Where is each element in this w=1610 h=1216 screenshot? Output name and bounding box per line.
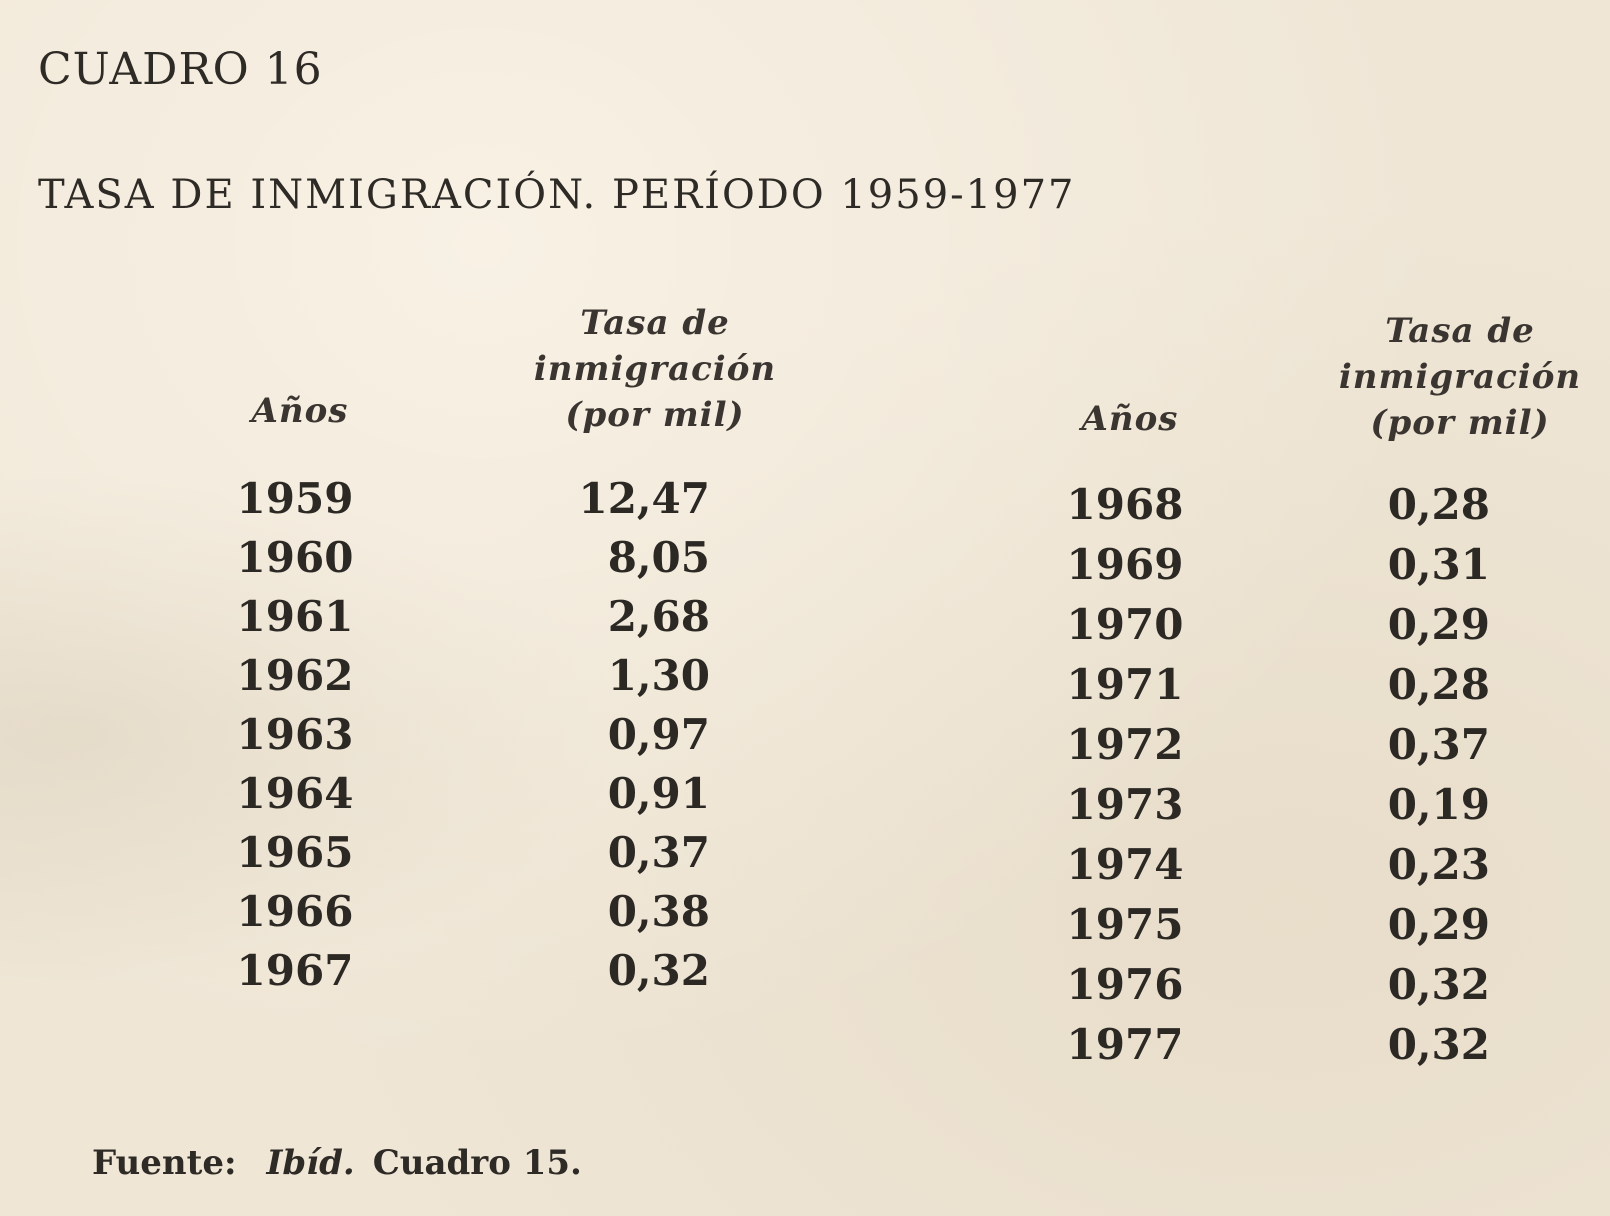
right-data-table <box>1060 480 1490 1080</box>
rate-header-line2: inmigración <box>533 349 777 389</box>
rate-cell: 0,29 <box>1387 900 1490 949</box>
rate-cell: 0,97 <box>607 710 710 759</box>
year-cell: 1970 <box>1066 600 1184 649</box>
year-cell: 1973 <box>1066 780 1184 829</box>
table-row <box>230 887 710 945</box>
rate-cell: 8,05 <box>607 533 710 582</box>
year-header-label: Años <box>1081 399 1179 439</box>
year-cell: 1971 <box>1066 660 1184 709</box>
year-cell: 1967 <box>236 946 354 995</box>
year-cell: 1975 <box>1066 900 1184 949</box>
rate-cell: 0,38 <box>607 887 710 936</box>
year-cell: 1969 <box>1066 540 1184 589</box>
year-header-label: Años <box>251 391 349 431</box>
rate-cell: 12,47 <box>578 474 710 523</box>
table-row <box>230 946 710 1004</box>
rate-cell: 0,91 <box>607 769 710 818</box>
left-data-table <box>230 474 710 1014</box>
rate-cell: 0,32 <box>1387 1020 1490 1069</box>
rate-header-line2: inmigración <box>1338 357 1582 397</box>
table-number: CUADRO 16 <box>38 44 323 95</box>
table-row <box>1060 720 1490 778</box>
left-year-header <box>240 388 360 434</box>
year-cell: 1977 <box>1066 1020 1184 1069</box>
year-cell: 1964 <box>236 769 354 818</box>
table-title: TASA DE INMIGRACIÓN. PERÍODO 1959-1977 <box>38 172 1076 218</box>
year-cell: 1968 <box>1066 480 1184 529</box>
source-ibid: Ibíd. <box>266 1143 355 1183</box>
year-cell: 1963 <box>236 710 354 759</box>
rate-cell: 0,37 <box>1387 720 1490 769</box>
table-row <box>1060 480 1490 538</box>
rate-cell: 0,28 <box>1387 480 1490 529</box>
right-year-header <box>1070 396 1190 442</box>
rate-cell: 0,19 <box>1387 780 1490 829</box>
year-cell: 1961 <box>236 592 354 641</box>
rate-header-line1: Tasa de <box>1385 311 1535 351</box>
rate-cell: 0,28 <box>1387 660 1490 709</box>
left-rate-header <box>520 300 790 438</box>
year-cell: 1960 <box>236 533 354 582</box>
table-row <box>1060 900 1490 958</box>
table-row <box>230 533 710 591</box>
rate-cell: 1,30 <box>607 651 710 700</box>
rate-header-line1: Tasa de <box>580 303 730 343</box>
rate-cell: 0,29 <box>1387 600 1490 649</box>
table-row <box>230 474 710 532</box>
table-row <box>1060 780 1490 838</box>
table-row <box>1060 1020 1490 1078</box>
table-row <box>1060 960 1490 1018</box>
table-row <box>1060 540 1490 598</box>
table-row <box>1060 600 1490 658</box>
year-cell: 1966 <box>236 887 354 936</box>
year-cell: 1959 <box>236 474 354 523</box>
table-row <box>230 828 710 886</box>
year-cell: 1962 <box>236 651 354 700</box>
table-row <box>230 592 710 650</box>
rate-cell: 2,68 <box>607 592 710 641</box>
table-row <box>230 710 710 768</box>
rate-cell: 0,32 <box>607 946 710 995</box>
source-note <box>92 1143 582 1183</box>
right-rate-header <box>1315 308 1605 446</box>
year-cell: 1965 <box>236 828 354 877</box>
rate-header-line3: (por mil) <box>565 395 745 435</box>
table-row <box>1060 840 1490 898</box>
table-row <box>230 651 710 709</box>
rate-cell: 0,32 <box>1387 960 1490 1009</box>
year-cell: 1974 <box>1066 840 1184 889</box>
table-row <box>1060 660 1490 718</box>
table-row <box>230 769 710 827</box>
source-reference: Cuadro 15. <box>372 1143 582 1183</box>
rate-cell: 0,31 <box>1387 540 1490 589</box>
source-label: Fuente: <box>92 1143 237 1183</box>
rate-cell: 0,23 <box>1387 840 1490 889</box>
rate-header-line3: (por mil) <box>1370 403 1550 443</box>
year-cell: 1976 <box>1066 960 1184 1009</box>
rate-cell: 0,37 <box>607 828 710 877</box>
year-cell: 1972 <box>1066 720 1184 769</box>
